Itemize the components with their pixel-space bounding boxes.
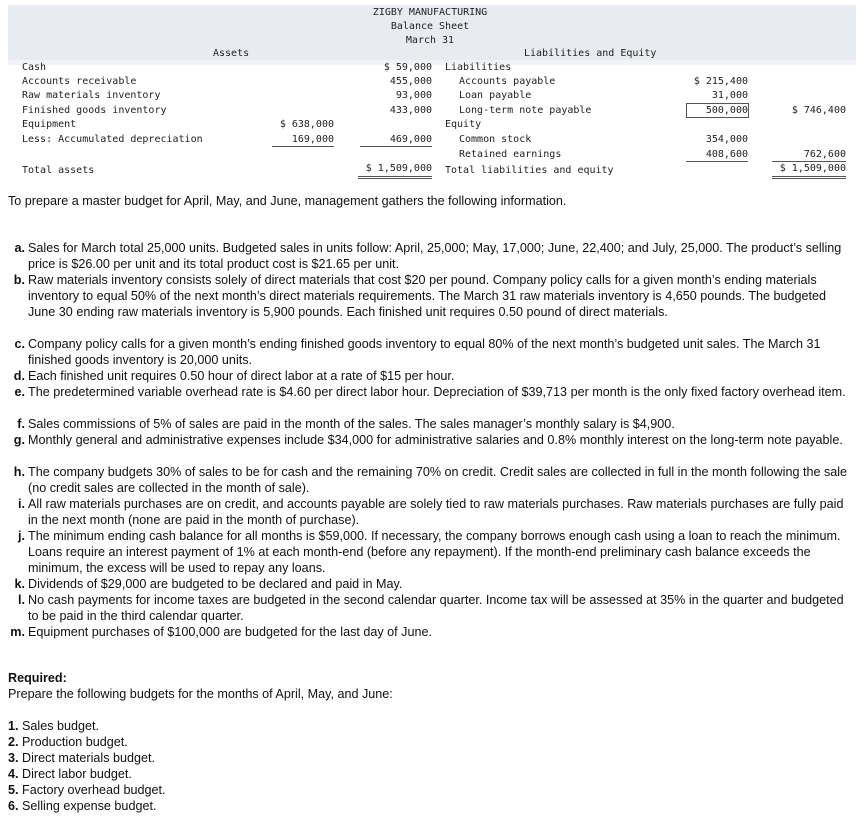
asset-label-total: Total assets [22,165,95,176]
asset-label-raw: Raw materials inventory [22,90,161,101]
asset-label-cash: Cash [22,62,47,73]
list-item [8,496,856,528]
asset-amount-raw: 93,000 [395,90,432,101]
equity-total: 762,600 [772,148,846,162]
liab-total: $ 746,400 [791,105,846,116]
item-text: All raw materials purchases are on credit, and accounts payable are solely tied to raw materials purchases. Raw materials purchases are fully paid in the next month (none are paid in the month of purchase). [28,497,844,527]
list-item [8,272,856,320]
list-item [8,799,156,813]
list-item [8,240,856,272]
item-label: l. [18,593,25,607]
item-text: The company budgets 30% of sales to be for cash and the remaining 70% on credit. Credit sales are collected in full in the month following the sale (no credit sales are collected in the month of sale). [28,465,848,495]
statement-title: Balance Sheet [390,21,470,32]
item-label: a. [14,241,25,255]
equity-label-common: Common stock [459,134,532,145]
list-item [8,767,132,781]
liab-label-ap: Accounts payable [459,76,556,87]
item-number: 6. [8,799,19,813]
item-number: 5. [8,783,19,797]
equity-amount-common: 354,000 [705,134,748,145]
item-label: m. [10,625,25,639]
item-label: k. [14,577,25,591]
item-number: 1. [8,719,19,733]
asset-amount-depr: 169,000 [272,133,334,147]
item-label: d. [13,369,25,383]
item-text: Dividends of $29,000 are budgeted to be declared and paid in May. [28,577,403,591]
asset-label-fg: Finished goods inventory [22,105,167,116]
item-text: The predetermined variable overhead rate is $4.60 per direct labor hour. Depreciation of $39,713 per month is the only fixed factory overhead item. [28,385,846,399]
item-text: Company policy calls for a given month’s ending finished goods inventory to equal 80% of the next month’s budgeted unit sales. The March 31 finished goods inventory is 20,000 units. [28,337,821,367]
list-item [8,528,856,576]
item-text: The minimum ending cash balance for all months is $59,000. If necessary, the company borrows enough cash using a loan to reach the minimum. Loans require an interest payment of 1% at each month-end (before any repayment). If the month-end preliminary cash balance exceeds the minimum, the excess will be used to repay any loans. [28,529,841,575]
asset-amount-equipment: $ 638,000 [279,119,334,130]
asset-amount-net-equipment: 469,000 [360,133,432,147]
item-number: 3. [8,751,19,765]
liab-amount-ltn: 500,000 [686,103,749,118]
liab-amount-ap: $ 215,400 [693,76,748,87]
item-text: Sales budget. [22,719,100,733]
liab-equity-total: $ 1,509,000 [772,162,846,179]
required-instruction: Prepare the following budgets for the months of April, May, and June: [8,687,393,701]
asset-amount-cash: $ 59,000 [383,62,432,73]
item-text: No cash payments for income taxes are budgeted in the second calendar quarter. Income tax will be assessed at 35% in the quarter and budgeted to be paid in the third calendar quarter. [28,593,844,623]
required-heading: Required: [8,671,67,685]
intro-text: To prepare a master budget for April, May, and June, management gathers the following information. [8,194,567,208]
asset-amount-fg: 433,000 [389,105,432,116]
item-label: c. [14,337,25,351]
list-item [8,416,856,432]
item-label: e. [14,385,25,399]
statement-date: March 31 [405,35,455,46]
liab-equity-header: Liabilities and Equity [524,48,657,59]
item-text: Production budget. [22,735,128,749]
list-item [8,624,856,640]
list-item [8,751,155,765]
equity-amount-retained: 408,600 [686,148,748,162]
item-text: Monthly general and administrative expenses include $34,000 for administrative salaries and 0.8% monthly interest on the long-term note payable. [28,433,843,447]
list-item [8,384,856,400]
item-label: b. [13,273,25,287]
list-item [8,336,856,368]
assets-header: Assets [213,48,250,59]
list-item [8,464,856,496]
company-name: ZIGBY MANUFACTURING [372,7,488,18]
item-text: Direct labor budget. [22,767,132,781]
list-item [8,576,856,592]
item-label: h. [13,465,25,479]
item-text: Factory overhead budget. [22,783,166,797]
item-text: Equipment purchases of $100,000 are budgeted for the last day of June. [28,625,432,639]
item-label: f. [17,417,25,431]
list-item [8,783,166,797]
equity-label-total: Total liabilities and equity [445,165,614,176]
item-number: 2. [8,735,19,749]
list-item [8,592,856,624]
list-item [8,432,856,448]
asset-label-ar: Accounts receivable [22,76,137,87]
equity-header: Equity [445,119,482,130]
item-label: j. [18,529,25,543]
item-text: Sales commissions of 5% of sales are paid in the month of the sales. The sales manager’s monthly salary is $4,900. [28,417,675,431]
item-text: Selling expense budget. [22,799,157,813]
list-item [8,719,99,733]
asset-amount-total: $ 1,509,000 [358,162,432,179]
list-item [8,735,128,749]
asset-label-depr: Less: Accumulated depreciation [22,134,203,145]
equity-label-retained: Retained earnings [459,149,562,160]
list-item [8,368,856,384]
liab-label-loan: Loan payable [459,90,532,101]
item-text: Raw materials inventory consists solely of direct materials that cost $20 per pound. Company policy calls for a given month’s ending materials inventory to equal 50% of the next month’s direct materials requirements. The March 31 raw materials inventory is 4,650 pounds. The budgeted June 30 ending raw materials inventory is 5,900 pounds. Each finished unit requires 0.50 pound of direct materials. [28,273,827,319]
item-label: g. [13,433,25,447]
liab-label-ltn: Long-term note payable [459,105,592,116]
liab-amount-loan: 31,000 [711,90,748,101]
asset-label-equipment: Equipment [22,119,77,130]
item-text: Direct materials budget. [22,751,156,765]
header-band-lower [8,60,856,65]
item-label: i. [18,497,25,511]
item-text: Each finished unit requires 0.50 hour of direct labor at a rate of $15 per hour. [28,369,455,383]
liabilities-header: Liabilities [445,62,512,73]
asset-amount-ar: 455,000 [389,76,432,87]
item-text: Sales for March total 25,000 units. Budgeted sales in units follow: April, 25,000; May, 17,000; June, 22,400; and July, 25,000. The product’s selling price is $26.00 per unit and its total product cost is $21.65 per unit. [28,241,842,271]
item-number: 4. [8,767,19,781]
